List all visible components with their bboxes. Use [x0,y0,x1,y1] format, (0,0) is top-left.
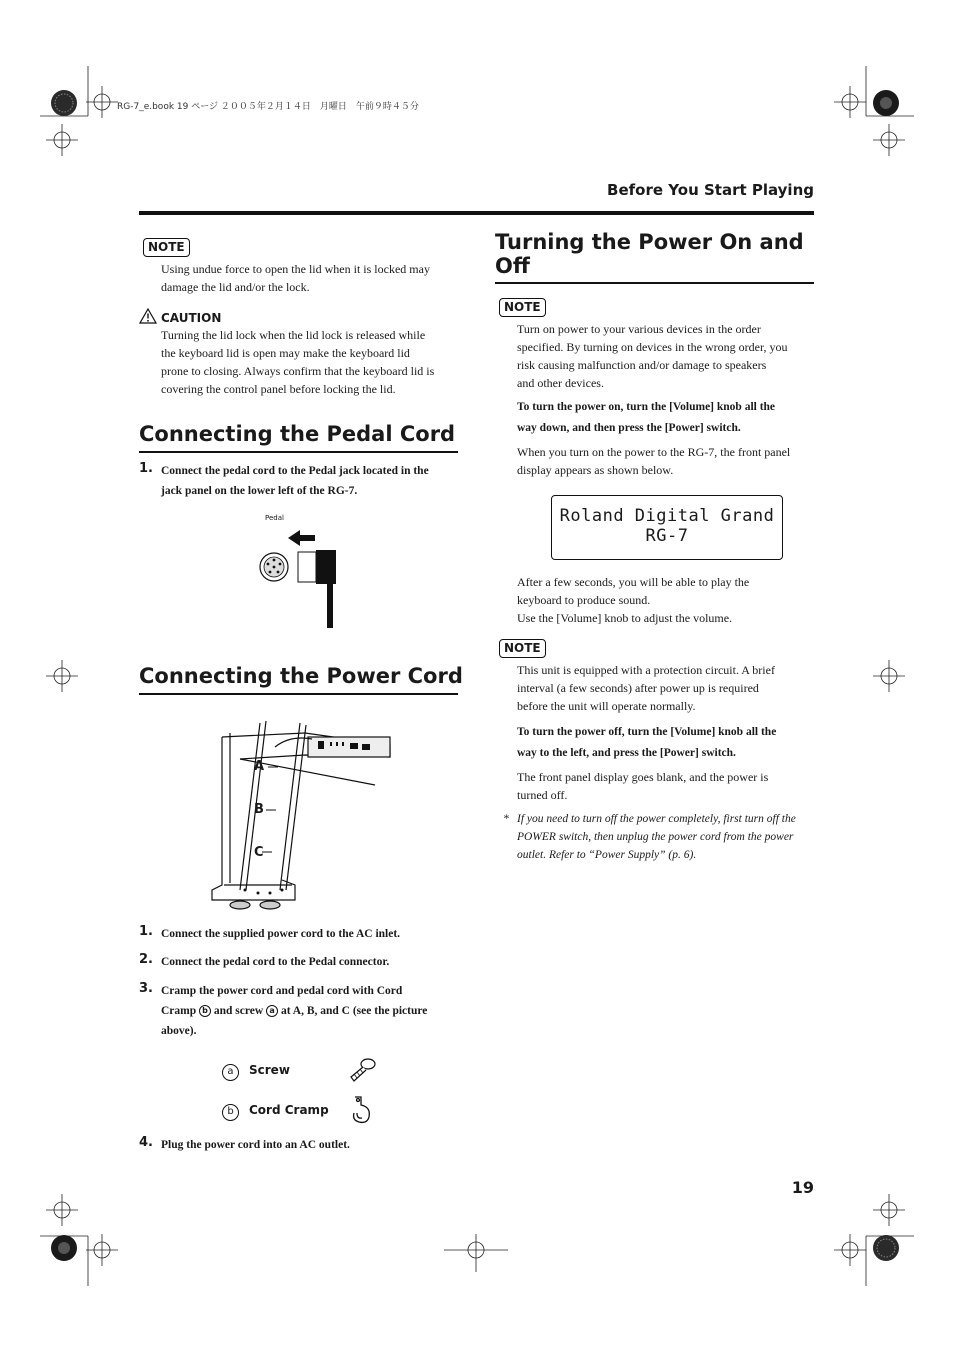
power-off-text: The front panel display goes blank, and the power is turned off. [517,770,769,802]
section-rule [495,282,814,284]
section-rule [139,693,458,695]
front-panel-display [551,495,783,560]
display-line-1: Roland Digital Grand [559,506,775,526]
figure-label-b: B [254,802,264,817]
header-rule [139,211,814,215]
caution-heading: CAUTION [139,308,221,327]
figure-label-c: C [254,845,264,860]
note-text: Using undue force to open the lid when it is locked may damage the lid and/or the lock. [161,262,430,294]
marker-a: a [266,1005,278,1017]
piano-stand-illustration [200,715,400,915]
step-text: Connect the pedal cord to the Pedal jack located in the jack panel on the lower left of the RG-7. [161,465,429,497]
after-power-text: After a few seconds, you will be able to play the keyboard to produce sound. Use the [Volume] knob to adjust the volume. [517,575,750,625]
section-title-power-cord: Connecting the Power Cord [139,664,463,688]
note-badge: NOTE [143,238,190,257]
step-number: 3. [139,981,153,996]
step-text: Plug the power cord into an AC outlet. [161,1139,350,1151]
running-head: Before You Start Playing [607,181,814,199]
step-number: 1. [139,924,153,939]
section-rule [139,451,458,453]
note-text: Turn on power to your various devices in the order specified. By turning on devices in the wrong order, you risk causing malfunction and/or damage to speakers and other devices. [517,322,788,390]
legend-item-screw: a Screw [222,1061,290,1081]
step-text: Cramp the power cord and pedal cord with Cord Cramp b and screw a at A, B, and C (see the picture above). [161,985,428,1037]
note-badge: NOTE [499,298,546,317]
power-on-text: When you turn on the power to the RG-7, the front panel display appears as shown below. [517,445,791,477]
note-badge: NOTE [499,639,546,658]
step-number: 4. [139,1135,153,1150]
marker-b: b [199,1005,211,1017]
print-meta: RG-7_e.book 19 ページ ２００５年２月１４日 月曜日 午前９時４５分 [117,102,419,112]
display-line-2: RG-7 [645,526,689,546]
figure-label-a: A [254,759,265,774]
section-title-pedal: Connecting the Pedal Cord [139,422,456,446]
page-number: 19 [791,1178,814,1197]
step-number: 2. [139,952,153,967]
footnote-text: If you need to turn off the power completely, first turn off the POWER switch, then unplug the power cord from the power outlet. Refer to “Power Supply” (p. 6). [517,813,796,861]
warning-icon [139,308,157,324]
power-off-instruction: To turn the power off, turn the [Volume] knob all the way to the left, and press the [Power] switch. [517,726,777,759]
pedal-jack-illustration [255,522,345,630]
step-number: 1. [139,461,153,476]
note-text: This unit is equipped with a protection circuit. A brief interval (a few seconds) after power up is required before the unit will operate normally. [517,663,775,713]
caution-text: Turning the lid lock when the lid lock is released while the keyboard lid is open may make the keyboard lid prone to closing. Always confirm that the keyboard lid is covering the control panel before locking the lid. [161,328,435,396]
footnote-star: * [503,813,509,825]
screw-icon [345,1055,379,1085]
power-on-instruction: To turn the power on, turn the [Volume] knob all the way down, and then press the [Power] switch. [517,401,776,434]
cord-cramp-icon [347,1093,377,1127]
legend-item-cord-cramp: b Cord Cramp [222,1101,329,1121]
step-text: Connect the pedal cord to the Pedal connector. [161,956,390,968]
step-text: Connect the supplied power cord to the AC inlet. [161,928,401,940]
pedal-figure-label: Pedal [265,514,284,522]
section-title-power: Turning the Power On and Off [495,230,804,278]
